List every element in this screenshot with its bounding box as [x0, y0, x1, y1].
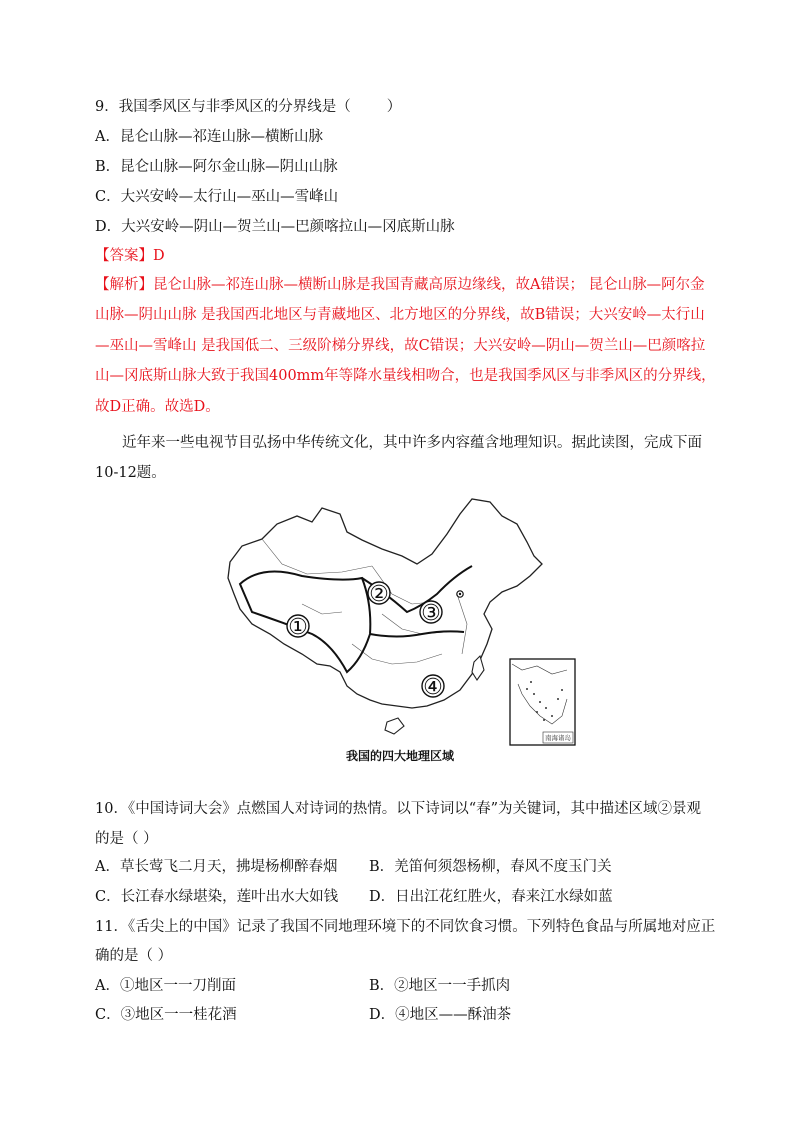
q9-analysis-line-1: 【解析】昆仑山脉—祁连山脉—横断山脉是我国青藏高原边缘线，故A错误； 昆仑山脉—阿尔金	[95, 277, 705, 293]
region-label-1: ①	[288, 615, 308, 640]
q9-option-a: A．昆仑山脉—祁连山脉—横断山脉	[95, 129, 323, 145]
q11-option-b: B．②地区一一手抓肉	[369, 978, 511, 994]
q11-option-d: D．④地区——酥油茶	[369, 1007, 512, 1023]
q11-option-a: A．①地区一一刀削面	[95, 978, 236, 994]
q11-stem-line-1: 11．《舌尖上的中国》记录了我国不同地理环境下的不同饮食习惯。下列特色食品与所属地对应正	[95, 919, 716, 935]
region-label-3: ③	[421, 601, 441, 626]
q10-option-b: B．羌笛何须怨杨柳，春风不度玉门关	[369, 859, 612, 875]
q10-option-d: D．日出江花红胜火，春来江水绿如蓝	[369, 889, 613, 905]
q11-stem-line-2: 确的是（ ）	[95, 948, 173, 964]
intro-line-2: 10-12题。	[95, 465, 166, 481]
q9-stem-close: ）	[386, 99, 402, 115]
q9-analysis-line-3: —巫山—雪峰山 是我国低二、三级阶梯分界线，故C错误；大兴安岭—阴山—贺兰山—巴颜喀拉	[95, 338, 706, 354]
q9-option-b: B．昆仑山脉—阿尔金山脉—阴山山脉	[95, 159, 338, 175]
q9-analysis-line-4: 山—冈底斯山脉大致于我国400mm年等降水量线相吻合，也是我国季风区与非季风区的分界线，	[95, 368, 716, 384]
q11-option-c: C．③地区一一桂花酒	[95, 1007, 237, 1023]
q9-option-d: D．大兴安岭—阴山—贺兰山—巴颜喀拉山—冈底斯山脉	[95, 219, 455, 235]
region-label-2: ②	[369, 582, 389, 607]
south-china-sea-inset	[510, 659, 575, 745]
q10-stem-line-1: 10．《中国诗词大会》点燃国人对诗词的热情。以下诗词以“春”为关键词，其中描述区域②景观	[95, 801, 702, 817]
q9-analysis-line-5: 故D正确。故选D。	[95, 399, 220, 415]
inset-label: 南海诸岛	[545, 734, 571, 742]
q10-option-a: A．草长莺飞二月天，拂堤杨柳醉春烟	[95, 859, 338, 875]
china-regions-map	[222, 494, 580, 746]
q9-stem-text: 9．我国季风区与非季风区的分界线是（	[95, 99, 351, 115]
q9-analysis-line-2: 山脉—阴山山脉 是我国西北地区与青藏地区、北方地区的分界线，故B错误；大兴安岭—太行山	[95, 307, 705, 323]
hainan-island	[385, 718, 404, 734]
map-caption: 我国的四大地理区域	[345, 749, 454, 763]
q9-answer: 【答案】D	[95, 248, 165, 264]
region-label-4: ④	[423, 675, 443, 700]
q9-stem	[95, 97, 401, 117]
intro-line-1: 近年来一些电视节目弘扬中华传统文化，其中许多内容蕴含地理知识。据此读图，完成下面	[122, 435, 702, 451]
q9-option-c: C．大兴安岭—太行山—巫山—雪峰山	[95, 189, 339, 205]
q10-stem-line-2: 的是（ ）	[95, 831, 158, 847]
q10-option-c: C．长江春水绿堪染，莲叶出水大如钱	[95, 889, 339, 905]
